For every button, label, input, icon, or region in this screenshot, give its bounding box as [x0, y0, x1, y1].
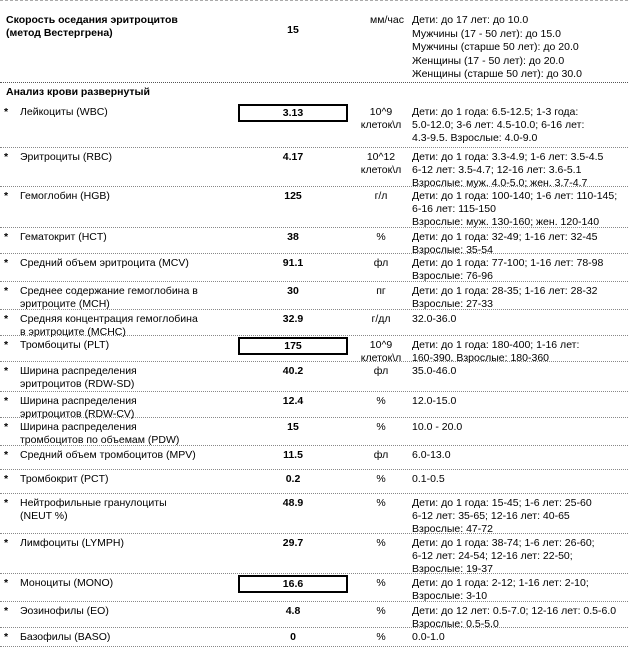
test-name: Гемоглобин (HGB) — [20, 190, 110, 202]
test-value: 32.9 — [282, 313, 304, 325]
test-name: Средняя концентрация гемоглобина в эритроците (MCHC) — [20, 313, 198, 338]
test-name: Лимфоциты (LYMPH) — [20, 537, 124, 549]
reference-range: 0.1-0.5 — [412, 473, 445, 485]
test-unit: фл — [373, 365, 389, 377]
reference-range: Дети: до 1 года: 100-140; 1-6 лет: 110-145; 6-16 лет: 115-150 Взрослые: муж. 130-160; жен. 120-140 — [412, 190, 618, 228]
test-name: Ширина распределения эритроцитов (RDW-CV) — [20, 395, 137, 420]
esr-name-line-1: Скорость оседания эритроцитов — [6, 14, 178, 26]
row-bullet: * — [4, 231, 9, 243]
test-unit: 10^9 клеток\л — [360, 106, 402, 131]
test-unit: фл — [373, 449, 389, 461]
reference-range: 32.0-36.0 — [412, 313, 457, 325]
test-value: 0 — [290, 631, 296, 643]
row-bullet: * — [4, 577, 9, 589]
test-unit: фл — [373, 257, 389, 269]
row-bullet: * — [4, 605, 9, 617]
row-bullet: * — [4, 190, 9, 202]
test-name: Лейкоциты (WBC) — [20, 106, 108, 118]
test-unit: 10^12 клеток\л — [360, 151, 402, 176]
table-row — [0, 228, 628, 254]
table-row — [0, 446, 628, 470]
reference-range: 12.0-15.0 — [412, 395, 457, 407]
test-name: Ширина распределения тромбоцитов по объемам (PDW) — [20, 421, 180, 446]
test-value: 91.1 — [282, 257, 304, 269]
test-name: Ширина распределения эритроцитов (RDW-SD) — [20, 365, 137, 390]
row-bullet: * — [4, 285, 9, 297]
flagged-value: 175 — [238, 337, 348, 355]
test-name: Моноциты (MONO) — [20, 577, 114, 589]
test-name: Гематокрит (HCT) — [20, 231, 107, 243]
test-unit: г/л — [374, 190, 388, 202]
row-bullet: * — [4, 421, 9, 433]
test-value: 30 — [287, 285, 299, 297]
test-name: Среднее содержание гемоглобина в эритроците (MCH) — [20, 285, 198, 310]
table-row — [0, 310, 628, 336]
reference-range: Дети: до 1 года: 32-49; 1-16 лет: 32-45 Взрослые: 35-54 — [412, 231, 598, 256]
reference-range: Дети: до 12 лет: 0.5-7.0; 12-16 лет: 0.5-6.0 Взрослые: 0.5-5.0 — [412, 605, 617, 630]
table-row — [0, 602, 628, 628]
row-bullet: * — [4, 257, 9, 269]
esr-value: 15 — [287, 24, 299, 36]
test-unit: % — [376, 605, 386, 617]
table-row — [0, 148, 628, 187]
reference-range: Дети: до 1 года: 28-35; 1-16 лет: 28-32 Взрослые: 27-33 — [412, 285, 598, 310]
test-value: 4.8 — [285, 605, 301, 617]
table-row — [0, 336, 628, 362]
table-row — [0, 628, 628, 647]
test-unit: % — [376, 497, 386, 509]
reference-range: 0.0-1.0 — [412, 631, 445, 643]
reference-range: Дети: до 1 года: 77-100; 1-16 лет: 78-98 Взрослые: 76-96 — [412, 257, 604, 282]
test-name: Нейтрофильные гранулоциты (NEUT %) — [20, 497, 167, 522]
table-row — [0, 418, 628, 446]
reference-range: Дети: до 1 года: 3.3-4.9; 1-6 лет: 3.5-4.5 6-12 лет: 3.5-4.7; 12-16 лет: 3.6-5.1 Взрослые: муж. 4.0-5.0; жен. 3.7-4.7 — [412, 151, 604, 189]
test-unit: пг — [376, 285, 386, 297]
section-title: Анализ крови развернутый — [6, 86, 150, 98]
section-header — [0, 82, 628, 102]
row-bullet: * — [4, 106, 9, 118]
test-unit: % — [376, 421, 386, 433]
test-unit: 10^9 клеток\л — [360, 339, 402, 364]
test-value: 40.2 — [282, 365, 304, 377]
row-bullet: * — [4, 339, 9, 351]
test-unit: г/дл — [371, 313, 391, 325]
test-value: 11.5 — [283, 449, 303, 461]
row-bullet: * — [4, 365, 9, 377]
table-row — [0, 254, 628, 282]
esr-name-line-2: (метод Вестергрена) — [6, 27, 113, 39]
test-name: Эозинофилы (EO) — [20, 605, 109, 617]
table-row — [0, 494, 628, 534]
test-value: 15 — [287, 421, 299, 433]
test-name: Эритроциты (RBC) — [20, 151, 113, 163]
test-value: 38 — [287, 231, 299, 243]
test-value: 0.2 — [285, 473, 301, 485]
row-bullet: * — [4, 631, 9, 643]
table-row — [0, 282, 628, 310]
row-bullet: * — [4, 313, 9, 325]
test-value: 29.7 — [282, 537, 304, 549]
reference-range: 10.0 - 20.0 — [412, 421, 463, 433]
esr-row — [0, 10, 628, 82]
test-name: Тромбоциты (PLT) — [20, 339, 110, 351]
test-name: Тромбокрит (PCT) — [20, 473, 109, 485]
test-value: 48.9 — [282, 497, 304, 509]
row-bullet: * — [4, 473, 9, 485]
row-bullet: * — [4, 395, 9, 407]
row-bullet: * — [4, 497, 9, 509]
esr-name — [6, 14, 221, 40]
row-bullet: * — [4, 151, 9, 163]
table-row — [0, 470, 628, 494]
top-divider — [0, 0, 628, 8]
esr-unit: мм/час — [370, 14, 404, 26]
test-unit: % — [376, 537, 386, 549]
reference-range: Дети: до 1 года: 38-74; 1-6 лет: 26-60; 6-12 лет: 24-54; 12-16 лет: 22-50; Взрослые: 19-37 — [412, 537, 595, 575]
row-bullet: * — [4, 537, 9, 549]
reference-range: Дети: до 1 года: 2-12; 1-16 лет: 2-10; Взрослые: 3-10 — [412, 577, 589, 602]
row-bullet: * — [4, 449, 9, 461]
flagged-value: 3.13 — [238, 104, 348, 122]
table-row — [0, 392, 628, 418]
test-unit: % — [376, 631, 386, 643]
test-unit: % — [376, 395, 386, 407]
test-value: 4.17 — [282, 151, 304, 163]
flagged-value: 16.6 — [238, 575, 348, 593]
table-row — [0, 574, 628, 602]
reference-range: Дети: до 1 года: 6.5-12.5; 1-3 года: 5.0-12.0; 3-6 лет: 4.5-10.0; 6-16 лет: 4.3-9.5. Взрослые: 4.0-9.0 — [412, 106, 585, 144]
reference-range: Дети: до 1 года: 15-45; 1-6 лет: 25-60 6-12 лет: 35-65; 12-16 лет: 40-65 Взрослые: 47-72 — [412, 497, 592, 535]
table-row — [0, 362, 628, 392]
test-name: Средний объем тромбоцитов (MPV) — [20, 449, 196, 461]
table-row — [0, 103, 628, 148]
test-name: Базофилы (BASO) — [20, 631, 111, 643]
test-value: 125 — [284, 190, 302, 202]
test-name: Средний объем эритроцита (MCV) — [20, 257, 189, 269]
test-unit: % — [376, 577, 386, 589]
esr-reference: Дети: до 17 лет: до 10.0 Мужчины (17 - 50 лет): до 15.0 Мужчины (старше 50 лет): до 20.0 Женщины (17 - 50 лет): до 20.0 Женщины (старше 50 лет): до 30.0 — [412, 14, 582, 80]
reference-range: 6.0-13.0 — [412, 449, 451, 461]
table-row — [0, 187, 628, 228]
reference-range: 35.0-46.0 — [412, 365, 457, 377]
test-unit: % — [376, 231, 386, 243]
test-value: 12.4 — [282, 395, 304, 407]
test-unit: % — [376, 473, 386, 485]
table-row — [0, 534, 628, 574]
reference-range: Дети: до 1 года: 180-400; 1-16 лет: 160-390. Взрослые: 180-360 — [412, 339, 580, 364]
